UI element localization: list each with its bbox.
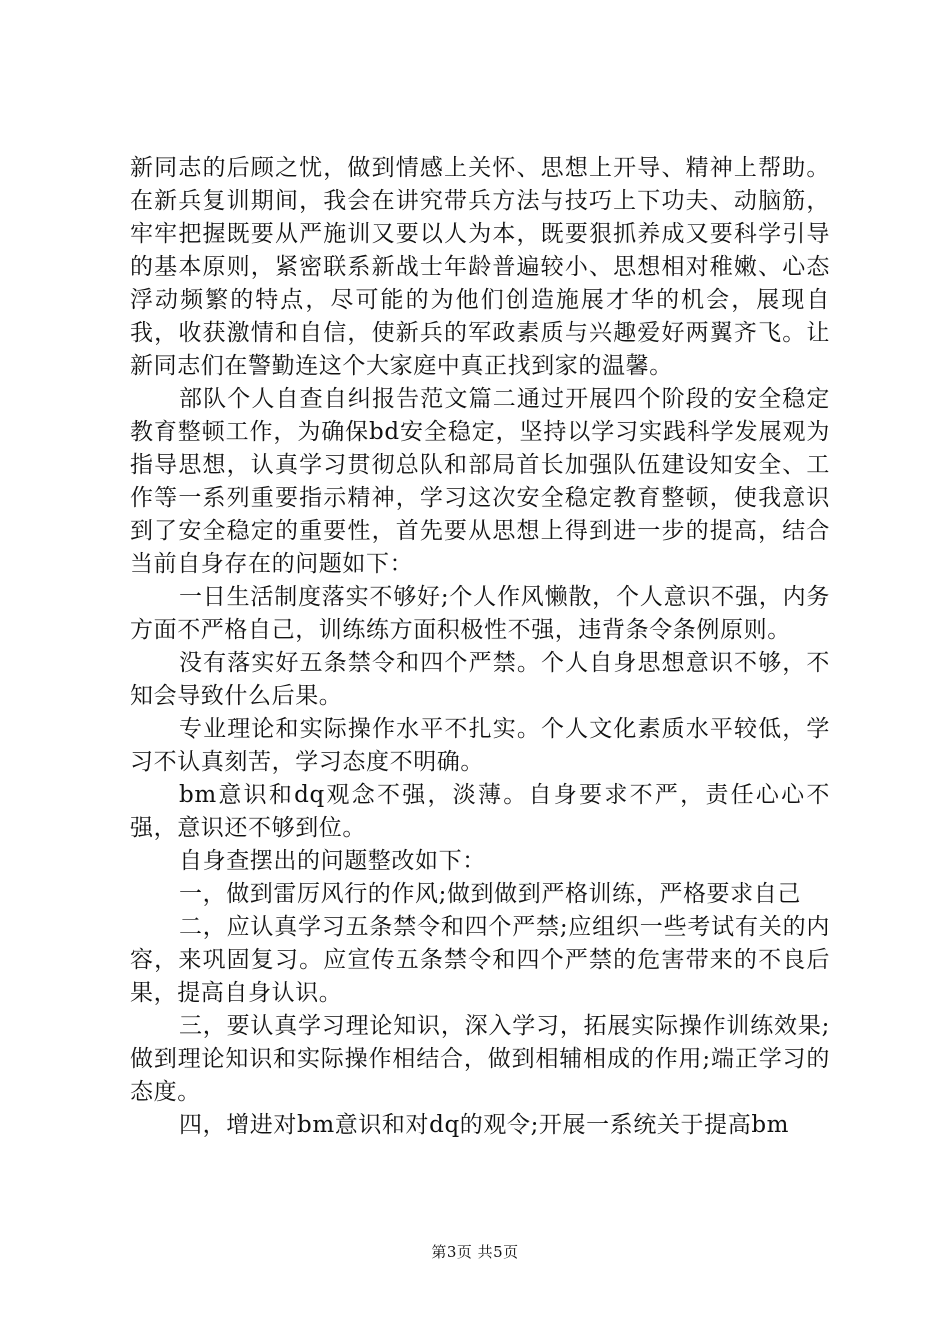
paragraph-5: 专业理论和实际操作水平不扎实。个人文化素质水平较低，学习不认真刻苦，学习态度不明确。 [130,716,830,775]
paragraph-11: 四，增进对bm意识和对dq的观令;开展一系统关于提高bm [179,1112,790,1138]
document-body [130,152,830,1142]
paragraph-3: 一日生活制度落实不够好;个人作风懒散，个人意识不强，内务方面不严格自己，训练练方面积极性不强，违背条令条例原则。 [130,584,830,643]
page-indicator: 第3页 共5页 [431,1243,519,1261]
paragraph-1: 新同志的后顾之忧，做到情感上关怀、思想上开导、精神上帮助。在新兵复训期间，我会在讲究带兵方法与技巧上下功夫、动脑筋，牢牢把握既要从严施训又要以人为本，既要狠抓养成又要科学引导的基本原则，紧密联系新战士年龄普遍较小、思想相对稚嫩、心态浮动频繁的特点，尽可能的为他们创造施展才华的机会，展现自我，收获激情和自信，使新兵的军政素质与兴趣爱好两翼齐飞。让新同志们在警勤连这个大家庭中真正找到家的温馨。 [130,155,830,379]
paragraph-8: 一，做到雷厉风行的作风;做到做到严格训练，严格要求自己 [179,881,801,907]
paragraph-6: bm意识和dq观念不强，淡薄。自身要求不严，责任心心不强，意识还不够到位。 [130,782,830,841]
page-footer [0,1242,950,1262]
paragraph-9: 二，应认真学习五条禁令和四个严禁;应组织一些考试有关的内容，来巩固复习。应宣传五条禁令和四个严禁的危害带来的不良后果，提高自身认识。 [130,914,830,1006]
paragraph-10: 三，要认真学习理论知识，深入学习，拓展实际操作训练效果;做到理论知识和实际操作相结合，做到相辅相成的作用;端正学习的态度。 [130,1013,830,1105]
paragraph-7: 自身查摆出的问题整改如下： [179,848,486,874]
paragraph-2: 部队个人自查自纠报告范文篇二通过开展四个阶段的安全稳定教育整顿工作，为确保bd安全稳定，坚持以学习实践科学发展观为指导思想，认真学习贯彻总队和部局首长加强队伍建设知安全、工作等一系列重要指示精神，学习这次安全稳定教育整顿，使我意识到了安全稳定的重要性，首先要从思想上得到进一步的提高，结合当前自身存在的问题如下： [130,386,830,577]
paragraph-4: 没有落实好五条禁令和四个严禁。个人自身思想意识不够，不知会导致什么后果。 [130,650,830,709]
